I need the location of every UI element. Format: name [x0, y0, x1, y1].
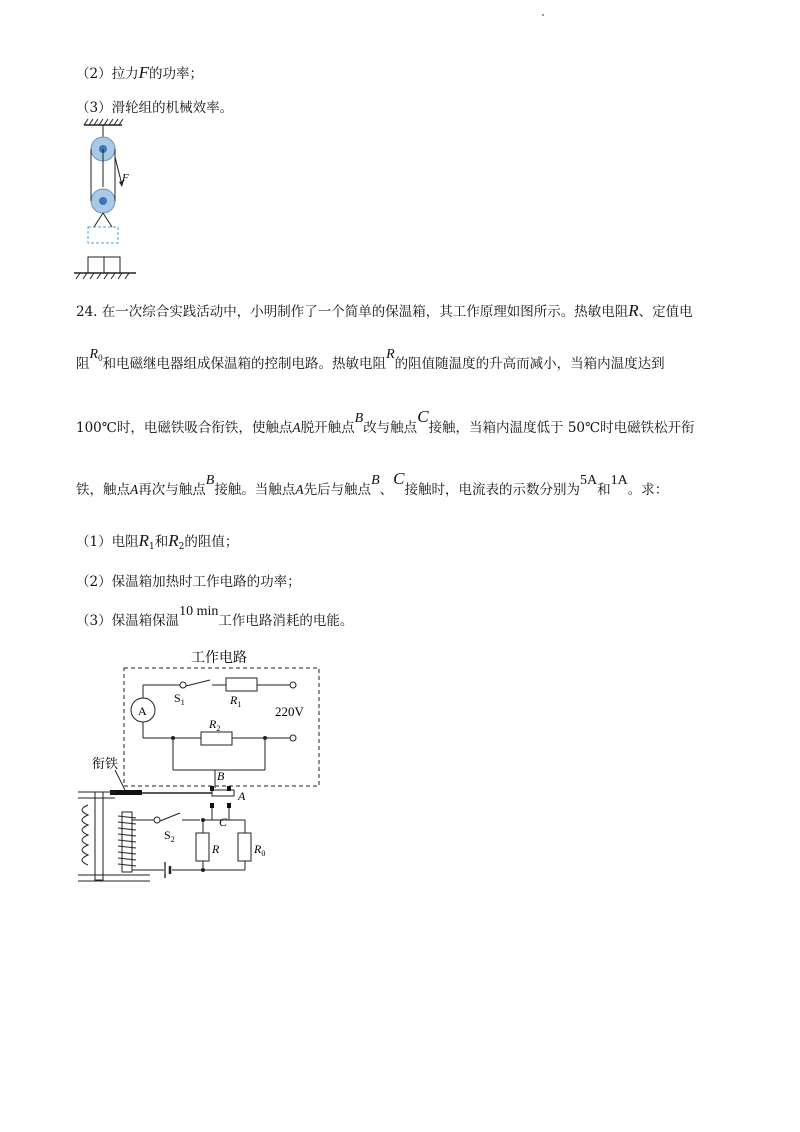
working-circuit-title: 工作电路 [191, 651, 247, 666]
r0-label: $R_0$ [254, 842, 266, 858]
resistor-r1 [226, 678, 257, 691]
var-F: F [138, 63, 149, 82]
dashed-load [88, 227, 118, 243]
q23-item2: （2）拉力F的功率； [76, 63, 203, 82]
armature-label: 衔铁 [92, 756, 119, 771]
s1-label: $S_1$ [174, 691, 185, 707]
s2-label: $S_2$ [164, 828, 175, 844]
spring-coil [82, 805, 88, 865]
ceiling-hatch [84, 119, 123, 125]
q24-line1: 24. 在一次综合实践活动中，小明制作了一个简单的保温箱，其工作原理如图所示。热敏电阻R、定值电 [76, 301, 693, 320]
force-label: F [122, 172, 129, 184]
r-label: R [212, 842, 220, 856]
ammeter-label: A [138, 704, 147, 718]
contact-b-label: B [217, 769, 225, 783]
r2-label: $R_2$ [209, 717, 221, 733]
r1-label: $R_1$ [230, 693, 242, 709]
circuit-diagram [70, 640, 330, 885]
electromagnet-core [122, 812, 132, 872]
thermistor-r [196, 833, 209, 861]
scan-dot [542, 14, 544, 16]
switch-s1 [186, 680, 210, 686]
q24-ask3: （3）保温箱保温10 min工作电路消耗的电能。 [76, 604, 354, 629]
contact-c-label: C [219, 815, 228, 829]
q24-line3: 100℃时，电磁铁吸合衔铁，使触点A脱开触点B改与触点C接触，当箱内温度低于 50℃时电磁铁松开衔 [76, 407, 695, 436]
q24-ask2: （2）保温箱加热时工作电路的功率； [76, 574, 301, 590]
contact-a-label: A [238, 789, 246, 803]
resistor-r2 [201, 732, 232, 745]
pulley-figure [70, 115, 150, 285]
iron-frame [95, 792, 103, 880]
q23-item3: （3）滑轮组的机械效率。 [76, 100, 234, 116]
q24-line2: 阻$R_0$和电磁继电器组成保温箱的控制电路。热敏电阻R的阻值随温度的升高而减小，当箱内温度达到 [76, 347, 665, 372]
q24-line4: 铁，触点A再次与触点B接触。当触点A先后与触点B、C接触时，电流表的示数分别为5A和1A。求： [76, 469, 669, 498]
resistor-r0 [238, 833, 251, 861]
force-arrow [115, 157, 121, 181]
q24-ask1: （1）电阻$R_1$和$R_2$的阻值； [76, 531, 239, 552]
voltage-label: 220V [275, 704, 304, 719]
switch-s2 [160, 813, 180, 821]
electromagnet-coil [118, 816, 136, 866]
